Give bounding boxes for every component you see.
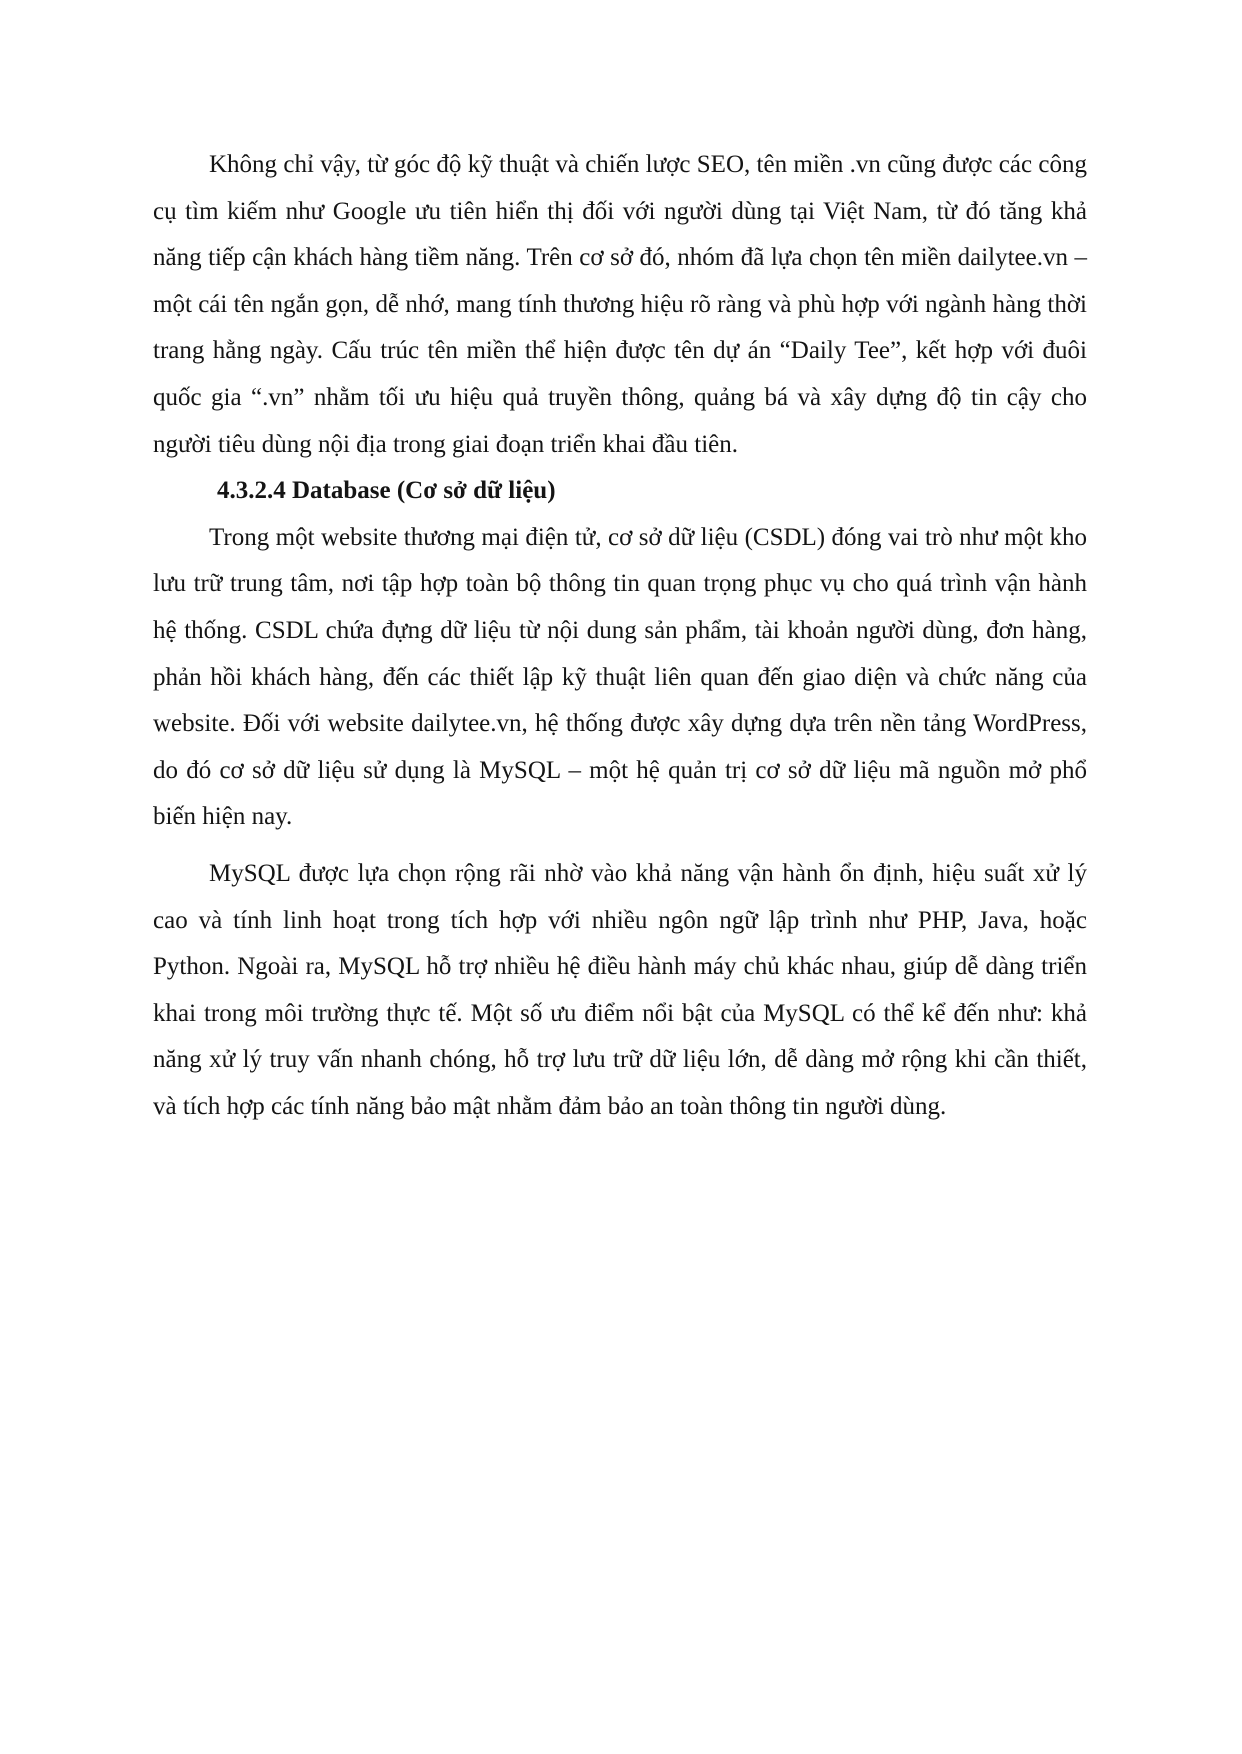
document-body (153, 142, 1087, 1130)
paragraph-mysql-advantages: MySQL được lựa chọn rộng rãi nhờ vào khả năng vận hành ổn định, hiệu suất xử lý cao và tính linh hoạt trong tích hợp với nhiều ngôn ngữ lập trình như PHP, Java, hoặc Python. Ngoài ra, MySQL hỗ trợ nhiều hệ điều hành máy chủ khác nhau, giúp dễ dàng triển khai trong môi trường thực tế. Một số ưu điểm nổi bật của MySQL có thể kể đến như: khả năng xử lý truy vấn nhanh chóng, hỗ trợ lưu trữ dữ liệu lớn, dễ dàng mở rộng khi cần thiết, và tích hợp các tính năng bảo mật nhằm đảm bảo an toàn thông tin người dùng. (153, 859, 1087, 1120)
paragraph-domain-choice: Không chỉ vậy, từ góc độ kỹ thuật và chiến lược SEO, tên miền .vn cũng được các công cụ tìm kiếm như Google ưu tiên hiển thị đối với người dùng tại Việt Nam, từ đó tăng khả năng tiếp cận khách hàng tiềm năng. Trên cơ sở đó, nhóm đã lựa chọn tên miền dailytee.vn – một cái tên ngắn gọn, dễ nhớ, mang tính thương hiệu rõ ràng và phù hợp với ngành hàng thời trang hằng ngày. Cấu trúc tên miền thể hiện được tên dự án “Daily Tee”, kết hợp với đuôi quốc gia “.vn” nhằm tối ưu hiệu quả truyền thông, quảng bá và xây dựng độ tin cậy cho người tiêu dùng nội địa trong giai đoạn triển khai đầu tiên. (153, 151, 1087, 458)
section-heading-database: 4.3.2.4 Database (Cơ sở dữ liệu) (217, 477, 556, 505)
paragraph-database-intro: Trong một website thương mại điện tử, cơ sở dữ liệu (CSDL) đóng vai trò như một kho lưu trữ trung tâm, nơi tập hợp toàn bộ thông tin quan trọng phục vụ cho quá trình vận hành hệ thống. CSDL chứa đựng dữ liệu từ nội dung sản phẩm, tài khoản người dùng, đơn hàng, phản hồi khách hàng, đến các thiết lập kỹ thuật liên quan đến giao diện và chức năng của website. Đối với website dailytee.vn, hệ thống được xây dựng dựa trên nền tảng WordPress, do đó cơ sở dữ liệu sử dụng là MySQL – một hệ quản trị cơ sở dữ liệu mã nguồn mở phổ biến hiện nay. (153, 523, 1087, 831)
